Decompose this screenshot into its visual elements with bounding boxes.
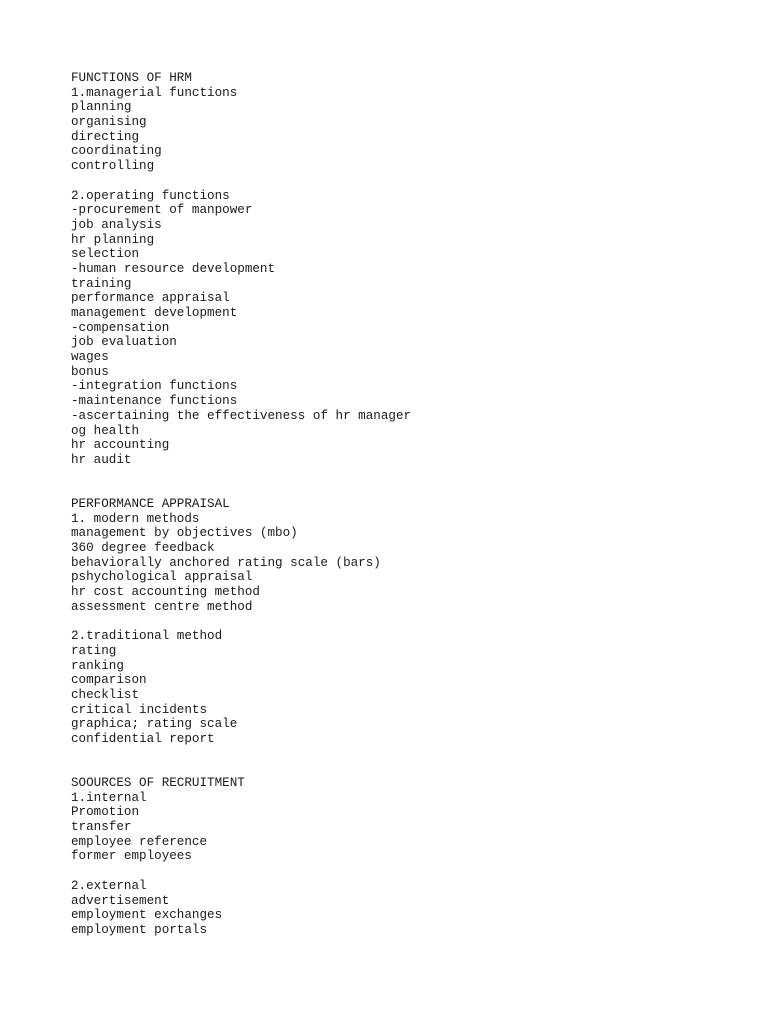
blank-line	[71, 468, 411, 483]
text-line: FUNCTIONS OF HRM	[71, 71, 192, 85]
text-line: 1.internal	[71, 790, 147, 805]
text-line: directing	[71, 129, 140, 144]
text-line: ranking	[71, 658, 124, 673]
text-line: SOOURCES OF RECRUITMENT	[71, 776, 245, 790]
text-line: -integration functions	[71, 379, 238, 394]
text-line: training	[71, 276, 132, 291]
text-line: planning	[71, 100, 132, 115]
text-line: og health	[71, 423, 140, 438]
text-line: employment exchanges	[71, 908, 223, 923]
text-line: hr audit	[71, 452, 132, 467]
text-line: assessment centre method	[71, 599, 253, 614]
text-line: 2.external	[71, 878, 147, 893]
text-line: employee reference	[71, 834, 208, 849]
blank-line	[71, 761, 411, 776]
blank-line	[71, 614, 411, 629]
text-line: former employees	[71, 849, 192, 864]
text-line: hr cost accounting method	[71, 585, 260, 600]
blank-line	[71, 174, 411, 189]
text-line: job analysis	[71, 217, 162, 232]
text-line: coordinating	[71, 144, 162, 159]
text-line: behaviorally anchored rating scale (bars)	[71, 555, 381, 570]
text-line: -maintenance functions	[71, 394, 238, 409]
text-line: wages	[71, 350, 109, 365]
text-line: -procurement of manpower	[71, 203, 253, 218]
text-line: -compensation	[71, 320, 170, 335]
text-line: organising	[71, 115, 147, 130]
text-line: checklist	[71, 687, 140, 702]
text-line: confidential report	[71, 731, 215, 746]
text-line: PERFORMANCE APPRAISAL	[71, 496, 230, 511]
text-line: Promotion	[71, 805, 140, 820]
text-line: selection	[71, 247, 140, 262]
text-line: management by objectives (mbo)	[71, 526, 298, 541]
text-line: performance appraisal	[71, 291, 230, 306]
text-line: bonus	[71, 364, 109, 379]
text-line: critical incidents	[71, 702, 208, 717]
text-line: comparison	[71, 673, 147, 688]
text-line: -ascertaining the effectiveness of hr manager	[71, 408, 412, 423]
text-line: hr planning	[71, 232, 155, 247]
text-line: advertisement	[71, 893, 170, 908]
text-line: 1.managerial functions	[71, 85, 238, 100]
text-line: 2.operating functions	[71, 188, 230, 203]
document-body	[71, 71, 411, 938]
text-line: 360 degree feedback	[71, 541, 215, 555]
text-line: management development	[71, 306, 238, 320]
blank-line	[71, 864, 411, 879]
text-line: 2.traditional method	[71, 629, 223, 644]
blank-line	[71, 747, 411, 762]
text-line: controlling	[71, 159, 155, 174]
text-line: -human resource development	[71, 261, 276, 276]
text-line: transfer	[71, 820, 132, 835]
text-line: graphica; rating scale	[71, 717, 238, 732]
text-line: employment portals	[71, 922, 208, 937]
text-line: pshychological appraisal	[71, 570, 253, 585]
text-line: rating	[71, 643, 117, 658]
text-line: hr accounting	[71, 438, 170, 453]
text-line: job evaluation	[71, 335, 177, 350]
text-line: 1. modern methods	[71, 511, 200, 526]
blank-line	[71, 482, 411, 497]
